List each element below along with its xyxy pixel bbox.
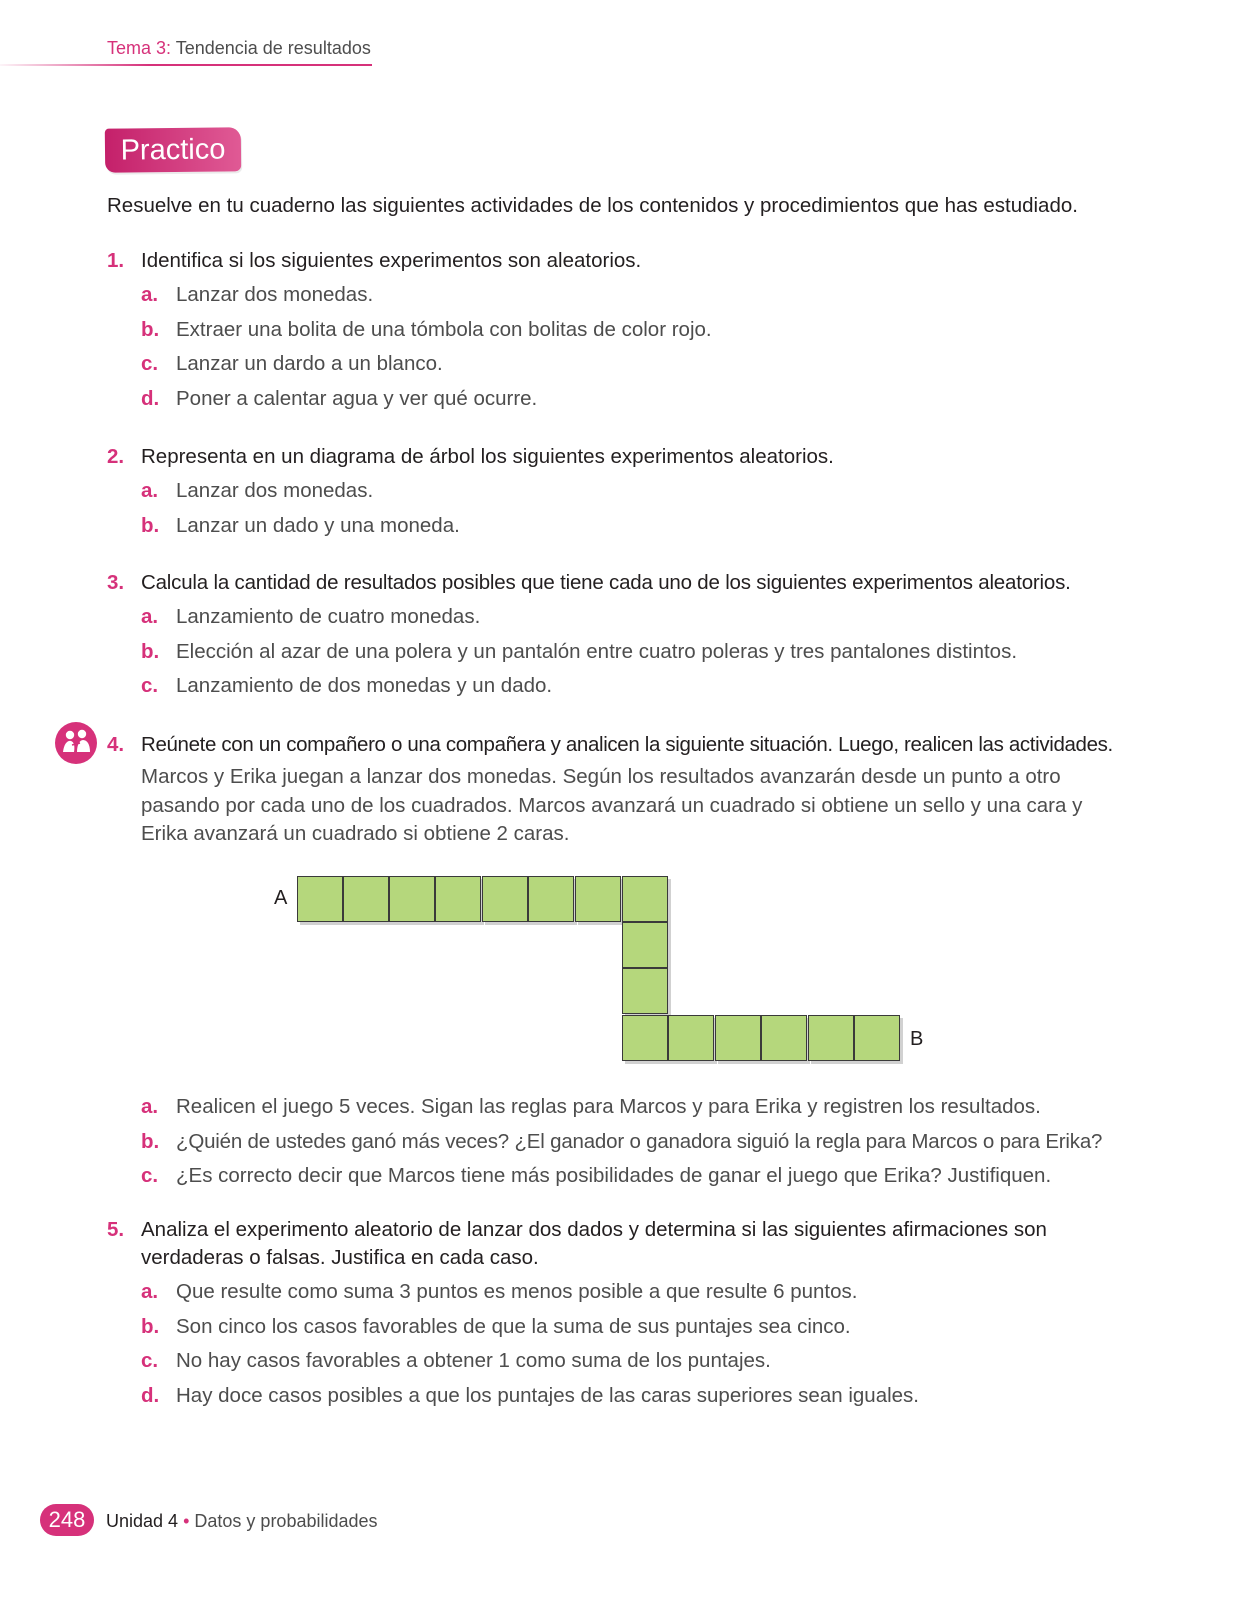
question-3 — [107, 569, 1117, 704]
board-square — [297, 876, 343, 922]
item-text: Lanzamiento de dos monedas y un dado. — [176, 674, 553, 698]
board-square — [715, 1015, 761, 1061]
item-text: Que resulte como suma 3 puntos es menos posible a que resulte 6 puntos. — [176, 1280, 858, 1303]
board-square — [668, 1015, 714, 1061]
item-text: Lanzamiento de cuatro monedas. — [176, 605, 481, 628]
board-square — [622, 922, 668, 968]
board-square — [622, 968, 668, 1014]
item-text: Lanzar dos monedas. — [176, 479, 374, 502]
footer-unit-title: Datos y probabilidades — [194, 1511, 378, 1531]
item-text: Poner a calentar agua y ver qué ocurre. — [176, 387, 538, 411]
list-item — [141, 382, 1117, 417]
question-heading — [107, 443, 1117, 471]
item-text: ¿Es correcto decir que Marcos tiene más posibilidades de ganar el juego que Erika? Justifiquen. — [176, 1164, 1052, 1188]
list-item — [141, 1159, 1117, 1194]
list-item — [141, 1379, 1117, 1414]
footer-separator: • — [183, 1511, 190, 1531]
question-text: Calcula la cantidad de resultados posibles que tiene cada uno de los siguientes experimentos aleatorios. — [141, 571, 1071, 594]
pair-work-icon — [55, 722, 97, 764]
question-4 — [107, 731, 1117, 849]
item-letter: c. — [141, 352, 159, 376]
board-start-label: A — [274, 887, 288, 909]
question-number: 2. — [107, 445, 125, 468]
item-text: Son cinco los casos favorables de que la suma de sus puntajes sea cinco. — [176, 1314, 851, 1338]
list-item — [141, 347, 1117, 382]
board-square — [343, 876, 389, 922]
board-square — [854, 1015, 900, 1061]
list-item — [141, 1125, 1117, 1160]
item-letter: b. — [141, 639, 160, 663]
list-item — [141, 635, 1117, 670]
item-letter: a. — [141, 1095, 159, 1118]
list-item — [141, 1090, 1117, 1125]
item-text: Hay doce casos posibles a que los puntajes de las caras superiores sean iguales. — [176, 1384, 919, 1408]
question-number: 5. — [107, 1218, 125, 1241]
item-text: Realicen el juego 5 veces. Sigan las reglas para Marcos y para Erika y registren los resultados. — [176, 1095, 1041, 1118]
question-number: 1. — [107, 249, 125, 272]
board-square — [389, 876, 435, 922]
item-letter: a. — [141, 1280, 159, 1303]
question-text: Reúnete con un compañero o una compañera y analicen la siguiente situación. Luego, realicen las actividades. — [141, 733, 1113, 756]
footer-unit-number: Unidad 4 — [106, 1511, 179, 1531]
item-text: No hay casos favorables a obtener 1 como suma de los puntajes. — [176, 1349, 771, 1373]
board-square — [622, 1015, 668, 1061]
board-square — [482, 876, 528, 922]
question-4-activities — [107, 1090, 1117, 1194]
item-letter: c. — [141, 1349, 159, 1373]
item-text: Lanzar un dado y una moneda. — [176, 513, 460, 537]
question-items — [141, 1090, 1117, 1194]
item-text: Lanzar un dardo a un blanco. — [176, 352, 443, 376]
item-text: ¿Quién de ustedes ganó más veces? ¿El ganador o ganadora siguió la regla para Marcos o para Erika? — [176, 1129, 1103, 1153]
question-5 — [107, 1216, 1117, 1414]
section-badge: Practico — [105, 127, 241, 172]
item-text: Extraer una bolita de una tómbola con bolitas de color rojo. — [176, 317, 712, 341]
list-item — [141, 600, 1117, 635]
header-topic-title: Tendencia de resultados — [175, 38, 371, 58]
item-letter: b. — [141, 1129, 160, 1153]
running-header — [107, 38, 371, 59]
situation-paragraph: Marcos y Erika juegan a lanzar dos monedas. Según los resultados avanzarán desde un punto a otro pasando por cada uno de los cuadrados. Marcos avanzará un cuadrado si obtiene un sello y una cara y Erika avanzará un cuadrado si obtiene 2 caras. — [141, 765, 1083, 845]
list-item — [141, 1275, 1117, 1310]
item-letter: a. — [141, 283, 159, 306]
list-item — [141, 474, 1117, 509]
question-2 — [107, 443, 1117, 543]
header-topic-number: Tema 3: — [107, 38, 172, 58]
list-item — [141, 669, 1117, 704]
item-letter: d. — [141, 1384, 160, 1408]
question-number: 3. — [107, 571, 125, 594]
list-item — [141, 1310, 1117, 1345]
list-item — [141, 509, 1117, 544]
question-1 — [107, 247, 1117, 417]
board-square — [435, 876, 481, 922]
item-letter: c. — [141, 1164, 159, 1188]
header-divider — [0, 64, 372, 66]
question-text: Analiza el experimento aleatorio de lanzar dos dados y determina si las siguientes afirmaciones son verdaderas o falsas. Justifica en cada caso. — [141, 1218, 1047, 1269]
board-square — [575, 876, 621, 922]
board-square — [528, 876, 574, 922]
board-square — [622, 876, 668, 922]
question-heading — [107, 569, 1117, 597]
page-number: 248 — [40, 1504, 94, 1536]
item-letter: b. — [141, 317, 160, 341]
question-text: Identifica si los siguientes experimentos son aleatorios. — [141, 249, 642, 272]
item-letter: a. — [141, 605, 159, 628]
item-text: Lanzar dos monedas. — [176, 283, 374, 306]
item-text: Elección al azar de una polera y un pantalón entre cuatro poleras y tres pantalones distintos. — [176, 639, 1018, 663]
item-letter: c. — [141, 674, 159, 698]
question-items — [141, 278, 1117, 417]
question-items — [141, 1275, 1117, 1414]
question-items — [141, 474, 1117, 543]
question-text: Representa en un diagrama de árbol los siguientes experimentos aleatorios. — [141, 445, 834, 468]
list-item — [141, 1344, 1117, 1379]
board-end-label: B — [910, 1028, 924, 1050]
item-letter: a. — [141, 479, 159, 502]
footer-unit — [106, 1511, 378, 1532]
list-item — [141, 278, 1117, 313]
question-items — [141, 600, 1117, 704]
board-square — [761, 1015, 807, 1061]
board-square — [808, 1015, 854, 1061]
item-letter: b. — [141, 1314, 160, 1338]
question-heading — [107, 731, 1117, 759]
list-item — [141, 313, 1117, 348]
instructions-text: Resuelve en tu cuaderno las siguientes actividades de los contenidos y procedimientos que has estudiado. — [107, 194, 1078, 217]
item-letter: b. — [141, 513, 160, 537]
question-number: 4. — [107, 733, 125, 756]
item-letter: d. — [141, 387, 160, 411]
question-heading — [107, 247, 1117, 275]
question-heading — [107, 1216, 1117, 1272]
